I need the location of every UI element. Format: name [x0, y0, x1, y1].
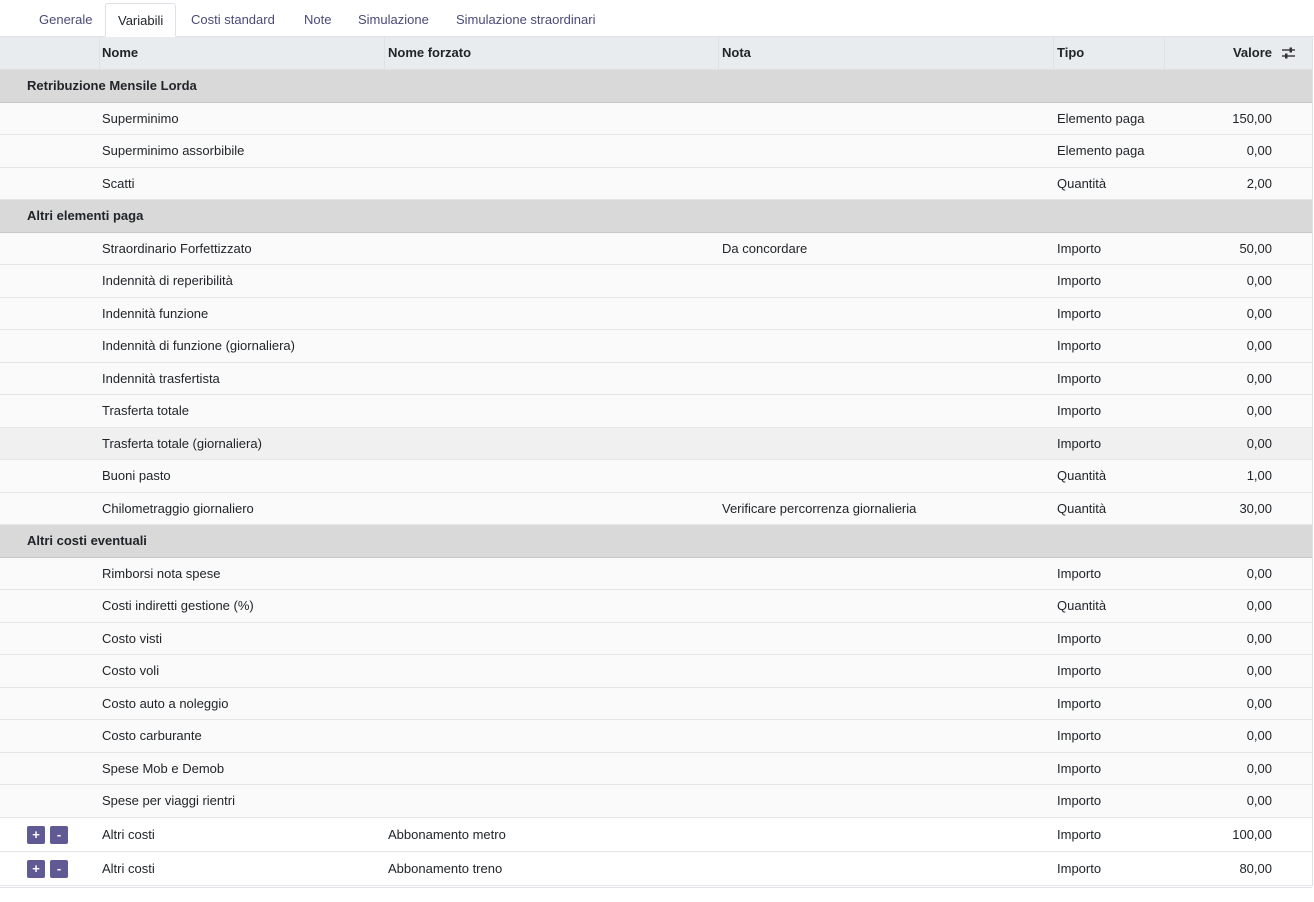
- cell-valore[interactable]: 1,00: [1246, 468, 1272, 483]
- sliders-icon[interactable]: [1282, 47, 1295, 59]
- column-header-valore[interactable]: Valore: [1232, 45, 1272, 60]
- cell-tipo: Importo: [1057, 760, 1102, 776]
- cell-nome: Indennità di reperibilità: [102, 273, 233, 288]
- cell-tipo: Quantità: [1057, 500, 1107, 516]
- cell-tipo: Importo: [1057, 273, 1102, 288]
- cell-tipo: Importo: [1057, 793, 1102, 808]
- column-header-nome-forzato[interactable]: Nome forzato: [388, 45, 472, 60]
- group-header[interactable]: [0, 200, 1312, 233]
- cell-nome: Costo voli: [102, 663, 160, 678]
- table-row[interactable]: [0, 135, 1312, 168]
- cell-tipo: Importo: [1057, 240, 1102, 256]
- tab-variabili[interactable]: Variabili: [105, 3, 176, 37]
- cell-valore[interactable]: 80,00: [1239, 860, 1272, 876]
- cell-valore[interactable]: 2,00: [1246, 175, 1272, 191]
- cell-nome: Trasferta totale: [102, 403, 189, 418]
- column-header-nome[interactable]: Nome: [102, 45, 139, 60]
- cell-nome: Scatti: [102, 175, 135, 191]
- table-row[interactable]: [0, 852, 1312, 886]
- table-row[interactable]: [0, 753, 1312, 786]
- cell-nome: Costo visti: [102, 630, 162, 646]
- cell-valore[interactable]: 0,00: [1246, 728, 1272, 743]
- cell-valore[interactable]: 0,00: [1246, 598, 1272, 613]
- cell-tipo: Importo: [1057, 826, 1102, 842]
- cell-tipo: Importo: [1057, 305, 1102, 321]
- table-row[interactable]: [0, 720, 1312, 753]
- cell-nome-forzato[interactable]: Abbonamento metro: [388, 826, 506, 842]
- cell-tipo: Quantità: [1057, 175, 1107, 191]
- cell-tipo: Quantità: [1057, 598, 1107, 613]
- cell-nome-forzato[interactable]: Abbonamento treno: [388, 860, 503, 876]
- cell-nota: Verificare percorrenza giornalieria: [722, 500, 917, 516]
- cell-nome: Costo carburante: [102, 728, 202, 743]
- cell-nome: Costo auto a noleggio: [102, 695, 229, 711]
- column-separator: [718, 37, 719, 70]
- cell-valore[interactable]: 0,00: [1246, 338, 1272, 353]
- table-row[interactable]: [0, 558, 1312, 591]
- table-row[interactable]: [0, 590, 1312, 623]
- add-row-button[interactable]: +: [27, 826, 45, 844]
- group-header[interactable]: [0, 70, 1312, 103]
- column-separator: [1164, 37, 1165, 70]
- cell-tipo: Elemento paga: [1057, 143, 1145, 158]
- table-row[interactable]: [0, 265, 1312, 298]
- cell-nome: Straordinario Forfettizzato: [102, 240, 252, 256]
- cell-nome: Buoni pasto: [102, 468, 171, 483]
- column-separator: [384, 37, 385, 70]
- cell-valore[interactable]: 0,00: [1246, 143, 1272, 158]
- variables-table: [0, 37, 1313, 886]
- cell-tipo: Importo: [1057, 435, 1102, 451]
- table-row[interactable]: [0, 233, 1312, 266]
- table-row[interactable]: [0, 330, 1312, 363]
- cell-valore[interactable]: 0,00: [1246, 403, 1272, 418]
- cell-nome: Rimborsi nota spese: [102, 565, 221, 581]
- cell-valore[interactable]: 0,00: [1246, 565, 1272, 581]
- cell-tipo: Elemento paga: [1057, 110, 1145, 126]
- column-header-nota[interactable]: Nota: [722, 45, 751, 60]
- tab-bar: [0, 0, 1314, 37]
- tab-simulazione[interactable]: Simulazione: [358, 12, 429, 27]
- table-row[interactable]: [0, 623, 1312, 656]
- column-separator: [99, 37, 100, 70]
- cell-valore[interactable]: 0,00: [1246, 760, 1272, 776]
- cell-tipo: Importo: [1057, 370, 1102, 386]
- remove-row-button[interactable]: -: [50, 826, 68, 844]
- column-header-tipo[interactable]: Tipo: [1057, 45, 1085, 60]
- cell-nome: Chilometraggio giornaliero: [102, 500, 254, 516]
- cell-nome: Altri costi: [102, 826, 155, 842]
- cell-valore[interactable]: 0,00: [1246, 273, 1272, 288]
- cell-nome: Spese Mob e Demob: [102, 760, 225, 776]
- table-row[interactable]: [0, 298, 1312, 331]
- cell-valore[interactable]: 50,00: [1239, 240, 1272, 256]
- cell-tipo: Importo: [1057, 338, 1102, 353]
- cell-valore[interactable]: 0,00: [1246, 435, 1272, 451]
- table-bottom-border: [0, 887, 1312, 888]
- tab-note[interactable]: Note: [304, 12, 332, 27]
- tab-generale[interactable]: Generale: [39, 12, 93, 27]
- group-title: Altri elementi paga: [27, 208, 144, 223]
- cell-nome: Superminimo assorbibile: [102, 143, 245, 158]
- cell-valore[interactable]: 100,00: [1232, 826, 1272, 842]
- table-row[interactable]: [0, 395, 1312, 428]
- remove-row-button[interactable]: -: [50, 860, 68, 878]
- table-row[interactable]: [0, 363, 1312, 396]
- table-row[interactable]: [0, 428, 1312, 461]
- cell-nota: Da concordare: [722, 240, 808, 256]
- cell-valore[interactable]: 30,00: [1239, 500, 1272, 516]
- cell-nome: Indennità trasfertista: [102, 370, 220, 386]
- cell-tipo: Importo: [1057, 728, 1102, 743]
- cell-valore[interactable]: 0,00: [1246, 663, 1272, 678]
- cell-valore[interactable]: 0,00: [1246, 305, 1272, 321]
- table-row[interactable]: [0, 818, 1312, 852]
- table-row[interactable]: [0, 168, 1312, 201]
- cell-nome: Altri costi: [102, 860, 155, 876]
- cell-nome: Indennità funzione: [102, 305, 209, 321]
- cell-valore[interactable]: 0,00: [1246, 630, 1272, 646]
- group-title: Altri costi eventuali: [27, 533, 147, 548]
- table-row[interactable]: [0, 460, 1312, 493]
- cell-tipo: Importo: [1057, 565, 1102, 581]
- table-row[interactable]: [0, 688, 1312, 721]
- cell-tipo: Importo: [1057, 630, 1102, 646]
- cell-tipo: Importo: [1057, 860, 1102, 876]
- tab-simulazione-straordinari[interactable]: Simulazione straordinari: [456, 12, 596, 27]
- group-title: Retribuzione Mensile Lorda: [27, 78, 197, 93]
- table-row[interactable]: [0, 493, 1312, 526]
- cell-tipo: Importo: [1057, 663, 1102, 678]
- cell-nome: Trasferta totale (giornaliera): [102, 435, 262, 451]
- tab-costi-standard[interactable]: Costi standard: [191, 12, 275, 27]
- cell-nome: Superminimo: [102, 110, 179, 126]
- cell-tipo: Importo: [1057, 403, 1102, 418]
- cell-valore[interactable]: 0,00: [1246, 695, 1272, 711]
- cell-nome: Costi indiretti gestione (%): [102, 598, 254, 613]
- table-header: [0, 37, 1312, 70]
- cell-tipo: Importo: [1057, 695, 1102, 711]
- cell-valore[interactable]: 0,00: [1246, 370, 1272, 386]
- table-row[interactable]: [0, 785, 1312, 818]
- table-row[interactable]: [0, 655, 1312, 688]
- cell-valore[interactable]: 150,00: [1232, 110, 1272, 126]
- cell-tipo: Quantità: [1057, 468, 1107, 483]
- group-header[interactable]: [0, 525, 1312, 558]
- cell-nome: Indennità di funzione (giornaliera): [102, 338, 295, 353]
- add-row-button[interactable]: +: [27, 860, 45, 878]
- column-separator: [1053, 37, 1054, 70]
- table-row[interactable]: [0, 103, 1312, 136]
- cell-valore[interactable]: 0,00: [1246, 793, 1272, 808]
- cell-nome: Spese per viaggi rientri: [102, 793, 235, 808]
